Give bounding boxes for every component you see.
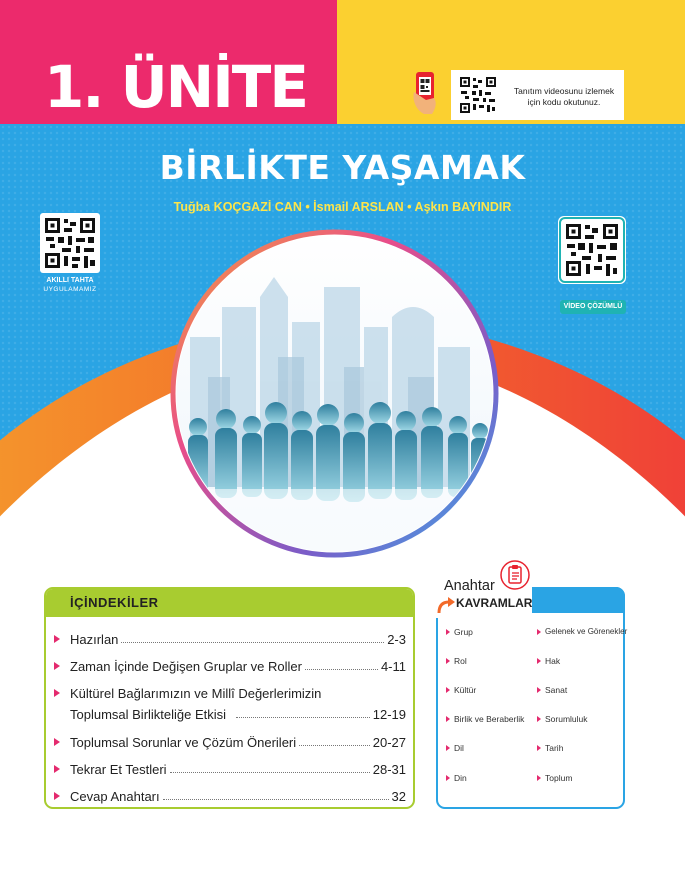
triangle-bullet-icon bbox=[537, 658, 541, 664]
triangle-bullet-icon bbox=[446, 745, 450, 751]
concept-item: Toplum bbox=[545, 773, 573, 783]
qr-code-icon[interactable] bbox=[459, 76, 497, 114]
toc-item-continued[interactable] bbox=[70, 704, 406, 722]
toc-item[interactable] bbox=[54, 759, 406, 777]
toc-item-page: 28-31 bbox=[372, 762, 406, 777]
qr-code-icon bbox=[40, 213, 100, 273]
concept-item: Sorumluluk bbox=[545, 714, 588, 724]
smartboard-qr-code[interactable] bbox=[40, 213, 100, 273]
triangle-bullet-icon bbox=[446, 775, 450, 781]
concept-item: Sanat bbox=[545, 685, 568, 695]
unit-title: 1. ÜNİTE bbox=[44, 53, 307, 121]
triangle-bullet-icon bbox=[54, 792, 60, 800]
leader-dots bbox=[170, 772, 370, 773]
toc-item-page: 12-19 bbox=[372, 707, 406, 722]
toc-item[interactable] bbox=[54, 732, 406, 750]
triangle-bullet-icon bbox=[54, 635, 60, 643]
qr-note-line2: için kodu okutunuz. bbox=[527, 97, 601, 107]
toc-item[interactable] bbox=[54, 629, 406, 647]
toc-item-page: 4-11 bbox=[380, 659, 406, 674]
leader-dots bbox=[305, 669, 378, 670]
toc-item-label: Toplumsal Sorunlar ve Çözüm Önerileri bbox=[70, 735, 297, 750]
triangle-bullet-icon bbox=[446, 687, 450, 693]
video-solution-qr-code[interactable] bbox=[558, 216, 626, 284]
leader-dots bbox=[236, 717, 370, 718]
concept-item: Grup bbox=[454, 627, 473, 637]
triangle-bullet-icon bbox=[54, 662, 60, 670]
triangle-bullet-icon bbox=[446, 658, 450, 664]
triangle-bullet-icon bbox=[537, 775, 541, 781]
concept-item: Birlik ve Beraberlik bbox=[454, 714, 525, 724]
concept-item: Rol bbox=[454, 656, 467, 666]
concept-item: Hak bbox=[545, 656, 561, 666]
toc-item-label: Zaman İçinde Değişen Gruplar ve Roller bbox=[70, 659, 302, 674]
phone-qr-icon bbox=[412, 70, 440, 116]
toc-item[interactable] bbox=[54, 786, 406, 804]
concept-item: Gelenek ve Görenekler bbox=[545, 627, 628, 636]
triangle-bullet-icon bbox=[446, 629, 450, 635]
toc-item-label: Cevap Anahtarı bbox=[70, 789, 160, 804]
video-solution-badge: VİDEO ÇÖZÜMLÜ bbox=[560, 300, 626, 314]
curved-arrow-icon bbox=[436, 596, 456, 616]
concept-item: Tarih bbox=[545, 743, 564, 753]
key-concepts-title-line2: KAVRAMLAR bbox=[456, 596, 533, 610]
qr-code-icon bbox=[558, 216, 626, 284]
toc-item[interactable] bbox=[54, 656, 406, 674]
concept-item: Kültür bbox=[454, 685, 477, 695]
key-concepts-title-line1: Anahtar bbox=[444, 578, 495, 594]
qr-note-text bbox=[508, 86, 620, 108]
triangle-bullet-icon bbox=[54, 765, 60, 773]
table-of-contents bbox=[44, 587, 415, 809]
cover-title: BİRLİKTE YAŞAMAK bbox=[159, 148, 526, 187]
clipboard-icon bbox=[500, 560, 530, 590]
crowd-illustration bbox=[168, 227, 501, 560]
cover-authors: Tuğba KOÇGAZİ CAN • İsmail ARSLAN • Aşkın BAYINDIR bbox=[173, 200, 512, 214]
toc-item-label: Kültürel Bağlarımızın ve Millî Değerlerimizin bbox=[70, 686, 322, 701]
triangle-bullet-icon bbox=[537, 716, 541, 722]
concept-item: Dil bbox=[454, 743, 464, 753]
smartboard-label: AKILLI TAHTA bbox=[46, 277, 94, 284]
toc-item-page: 32 bbox=[391, 789, 406, 804]
toc-item-page: 2-3 bbox=[387, 632, 406, 647]
toc-item-page: 20-27 bbox=[372, 735, 406, 750]
toc-item-label: Hazırlan bbox=[70, 632, 119, 647]
toc-item-label: Toplumsal Birlikteliğe Etkisi bbox=[70, 707, 227, 722]
triangle-bullet-icon bbox=[446, 716, 450, 722]
qr-note-line1: Tanıtım videosunu izlemek bbox=[513, 86, 615, 96]
triangle-bullet-icon bbox=[537, 687, 541, 693]
triangle-bullet-icon bbox=[537, 629, 541, 635]
smartboard-sublabel: UYGULAMAMIZ bbox=[43, 286, 97, 293]
concept-item: Din bbox=[454, 773, 467, 783]
triangle-bullet-icon bbox=[537, 745, 541, 751]
toc-item[interactable] bbox=[54, 683, 406, 701]
leader-dots bbox=[299, 745, 370, 746]
toc-title: İÇİNDEKİLER bbox=[70, 595, 159, 610]
leader-dots bbox=[121, 642, 384, 643]
toc-item-label: Tekrar Et Testleri bbox=[70, 762, 167, 777]
triangle-bullet-icon bbox=[54, 738, 60, 746]
triangle-bullet-icon bbox=[54, 689, 60, 697]
leader-dots bbox=[163, 799, 389, 800]
